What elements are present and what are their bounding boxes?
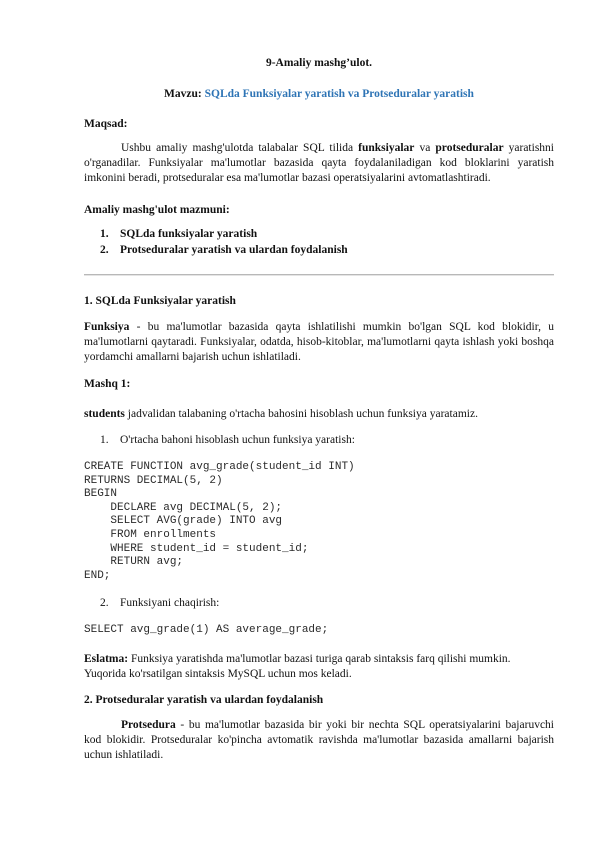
procedure-term: Protsedura xyxy=(121,719,176,731)
exercise-heading: Mashq 1: xyxy=(84,378,131,390)
section2-heading: 2. Protseduralar yaratish va ulardan foydalanish xyxy=(84,694,324,706)
topic-line xyxy=(84,87,554,102)
procedure-definition xyxy=(84,718,554,763)
step-number: 2. xyxy=(100,597,109,609)
code-block-create-function: CREATE FUNCTION avg_grade(student_id INT) RETURNS DECIMAL(5, 2) BEGIN DECLARE avg DECIMAL(5, 2); SELECT AVG(grade) INTO avg FROM enrollments WHERE student_id = student_id; RETURN avg; END; xyxy=(84,461,355,582)
contents-item-number: 2. xyxy=(100,244,109,256)
contents-item-label: SQLda funksiyalar yaratish xyxy=(120,228,258,240)
goal-term-functions: funksiyalar xyxy=(358,142,415,154)
code-block-call-function: SELECT avg_grade(1) AS average_grade; xyxy=(84,624,329,636)
section-divider xyxy=(84,274,554,276)
contents-item xyxy=(100,227,257,242)
goal-text-2: va xyxy=(414,142,436,154)
function-term: Funksiya xyxy=(84,321,130,333)
step-number: 1. xyxy=(100,434,109,446)
contents-item xyxy=(100,243,348,258)
step-label: O'rtacha bahoni hisoblash uchun funksiya yaratish: xyxy=(120,434,355,446)
table-name-students: students xyxy=(84,408,125,420)
step-item xyxy=(100,433,355,448)
goal-text-3: yaratishni o'rganadilar. Funksiyalar ma'lumotlar bazasida qayta foydalaniladigan kod bloklarini yaratish imkonini beradi, protseduralar esa ma'lumotlar bazasi operatsiyalarini avtomatlashtiradi. xyxy=(84,142,554,184)
topic-label: Mavzu: xyxy=(164,88,202,100)
function-definition-text: - bu ma'lumotlar bazasida qayta ishlatilishi mumkin bo'lgan SQL kod blokidir, u ma'lumotlarni qaytaradi. Funksiyalar, odatda, hisob-kitoblar, ma'lumotlarni qayta ishlash yoki boshqa yordamchi amallarni bajarish uchun ishlatiladi. xyxy=(84,321,554,363)
exercise-task-text: jadvalidan talabaning o'rtacha bahosini hisoblash uchun funksiya yaratamiz. xyxy=(124,408,478,420)
goal-text-1: Ushbu amaliy mashg'ulotda talabalar SQL tilida xyxy=(121,142,359,154)
document-title: 9-Amaliy mashg’ulot. xyxy=(265,57,373,69)
contents-heading: Amaliy mashg'ulot mazmuni: xyxy=(84,204,230,216)
step-item xyxy=(100,596,219,611)
goal-paragraph xyxy=(84,141,554,186)
topic-title: SQLda Funksiyalar yaratish va Protseduralar yaratish xyxy=(204,88,474,100)
procedure-definition-text: - bu ma'lumotlar bazasida bir yoki bir nechta SQL operatsiyalarini bajaruvchi kod blokidir. Protseduralar ko'pincha avtomatik ravishda ma'lumotlar bazasida amallarni bajarish uchun ishlatiladi. xyxy=(84,719,554,761)
section1-heading: 1. SQLda Funksiyalar yaratish xyxy=(84,295,236,307)
note-paragraph xyxy=(84,652,554,682)
note-label: Eslatma: xyxy=(84,653,129,665)
function-definition xyxy=(84,320,554,365)
exercise-task xyxy=(84,407,554,422)
goal-term-procedures: protseduralar xyxy=(435,142,504,154)
step-label: Funksiyani chaqirish: xyxy=(120,597,220,609)
contents-item-label: Protseduralar yaratish va ulardan foydalanish xyxy=(120,244,348,256)
goal-heading: Maqsad: xyxy=(84,118,128,130)
note-text: Funksiya yaratishda ma'lumotlar bazasi turiga qarab sintaksis farq qilishi mumkin. Yuqorida ko'rsatilgan sintaksis MySQL uchun mos keladi. xyxy=(84,653,511,680)
contents-item-number: 1. xyxy=(100,228,109,240)
